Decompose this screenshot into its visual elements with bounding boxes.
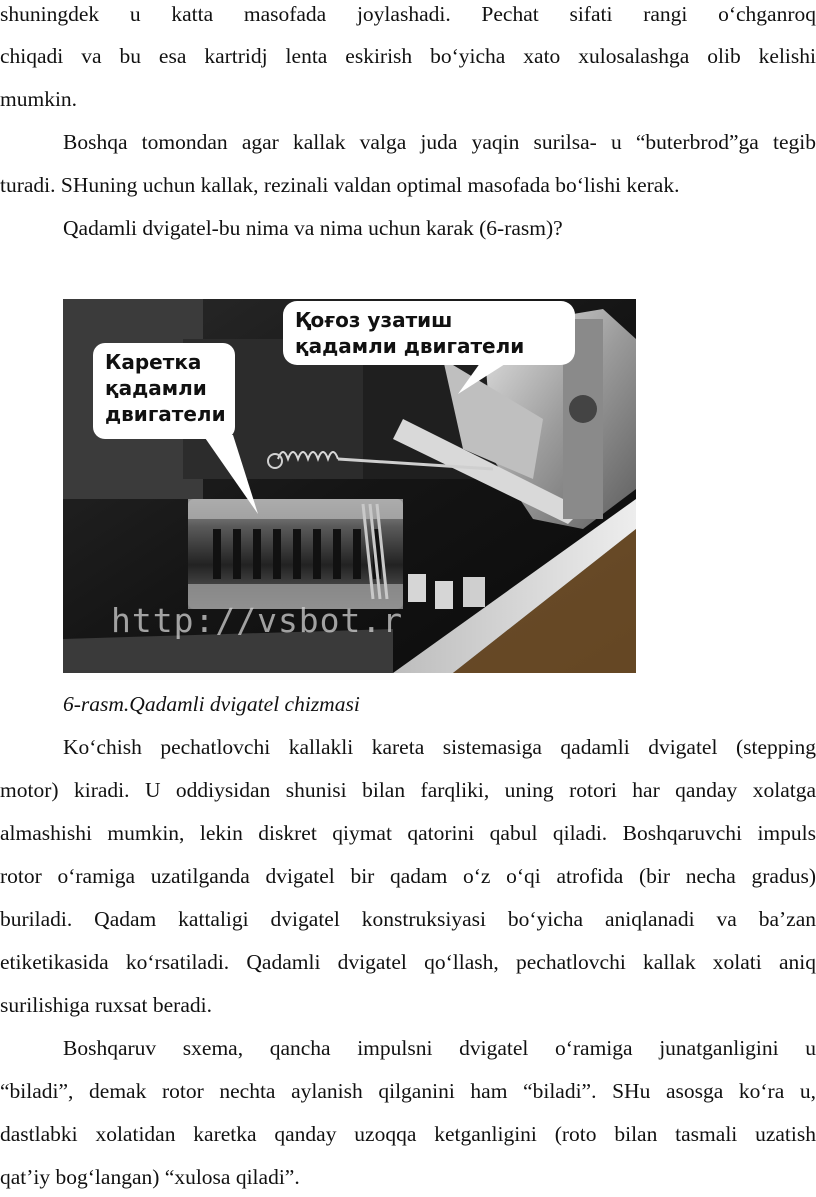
paragraph-3-line-2: motor) kiradi. U oddiysidan shunisi bilan farqliki, uning rotori har qanday xolatga (0, 778, 816, 802)
paragraph-3-line-3: almashishi mumkin, lekin diskret qiymat qatorini qabul qiladi. Boshqaruvchi impuls (0, 821, 816, 845)
paragraph-3-line-4: rotor o‘ramiga uzatilganda dvigatel bir qadam o‘z o‘qi atrofida (bir necha gradus) (0, 864, 816, 888)
paragraph-2-line-2: turadi. SHuning uchun kallak, rezinali valdan optimal masofada bo‘lishi kerak. (0, 173, 680, 197)
label-paper-feed-motor-line-1: Қоғоз узатиш (295, 308, 453, 332)
paragraph-4-line-3: dastlabki xolatidan karetka qanday uzoqqa ketganligini (roto bilan tasmali uzatish (0, 1122, 816, 1146)
label-paper-feed-motor (283, 301, 575, 365)
figure-caption: 6-rasm.Qadamli dvigatel chizmasi (63, 692, 360, 716)
label-paper-feed-motor-line-2: қадамли двигатели (295, 334, 525, 358)
paragraph-top-line-2: chiqadi va bu esa kartridj lenta eskirish bo‘yicha xato xulosalashga olib kelishi (0, 44, 816, 68)
question-line: Qadamli dvigatel-bu nima va nima uchun karak (6-rasm)? (63, 216, 563, 240)
paragraph-3-line-1: Ko‘chish pechatlovchi kallakli kareta sistemasiga qadamli dvigatel (stepping (63, 735, 816, 759)
paragraph-top-line-1: shuningdek u katta masofada joylashadi. Pechat sifati rangi o‘chganroq (0, 2, 816, 26)
paragraph-2-line-1: Boshqa tomondan agar kallak valga juda yaqin surilsa- u “buterbrod”ga tegib (63, 130, 816, 154)
watermark-text: http://vsbot.r (111, 601, 404, 640)
paragraph-3-line-5: buriladi. Qadam kattaligi dvigatel konstruksiyasi bo‘yicha aniqlanadi va ba’zan (0, 907, 816, 931)
label-carriage-motor-line-2: қадамли (105, 376, 207, 400)
stepper-motor-photo (63, 299, 636, 673)
paragraph-top-line-3: mumkin. (0, 87, 78, 111)
paragraph-4-line-1: Boshqaruv sxema, qancha impulsni dvigatel o‘ramiga junatganligini u (63, 1036, 816, 1060)
paragraph-3-line-7: surilishiga ruxsat beradi. (0, 993, 212, 1017)
paragraph-3-line-6: etiketikasida ko‘rsatiladi. Qadamli dvigatel qo‘llash, pechatlovchi kallak xolati aniq (0, 950, 816, 974)
label-carriage-motor-line-1: Каретка (105, 350, 202, 374)
paragraph-4-line-4: qat’iy bog‘langan) “xulosa qiladi”. (0, 1165, 300, 1189)
paragraph-4-line-2: “biladi”, demak rotor nechta aylanish qilganini ham “biladi”. SHu asosga ko‘ra u, (0, 1079, 816, 1103)
label-carriage-motor-line-3: двигатели (105, 402, 226, 426)
